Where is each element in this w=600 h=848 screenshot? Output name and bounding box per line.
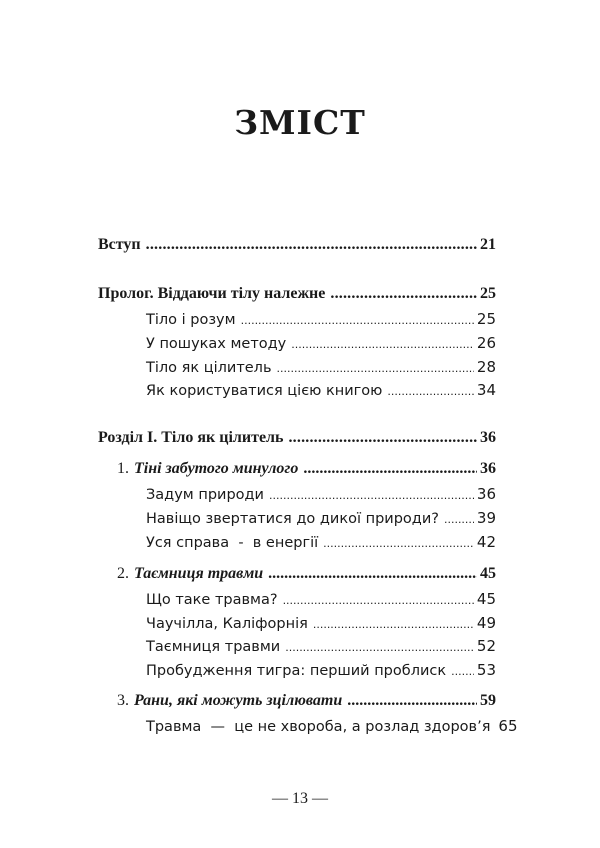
toc-subentry[interactable] — [146, 310, 496, 332]
toc-page-number: 39 — [476, 509, 496, 527]
chapter-number: 1. — [117, 460, 129, 477]
toc-entry-label: Задум природи — [146, 487, 264, 503]
toc-entry-label: Вступ — [98, 236, 141, 253]
toc-entry-chapter[interactable] — [117, 565, 496, 587]
dot-leader — [146, 236, 477, 254]
toc-entry-label: Пробудження тигра: перший проблиск — [146, 663, 447, 679]
toc-entry-label: Уся справа - в енергії — [146, 535, 319, 551]
toc-page-number: 53 — [476, 661, 496, 679]
toc-entry-chapter[interactable] — [117, 692, 496, 714]
dot-leader — [277, 362, 474, 375]
toc-page-number: 25 — [480, 285, 496, 302]
toc-page-number: 45 — [480, 565, 496, 582]
toc-page-number: 36 — [480, 429, 496, 446]
toc-page-number: 36 — [476, 485, 496, 503]
toc-entry-label: Рани, які можуть зцілювати — [134, 692, 343, 709]
dot-leader — [347, 692, 477, 710]
toc-entry-section[interactable] — [98, 429, 496, 451]
toc-subentry[interactable] — [146, 590, 496, 612]
toc-page-number: 65 — [498, 717, 518, 735]
chapter-number: 2. — [117, 565, 129, 582]
dot-leader — [303, 460, 477, 478]
toc-page-number: 34 — [476, 381, 496, 399]
toc-entry-label: Травма — це не хвороба, а розлад здоров’я — [146, 719, 491, 735]
toc-subentry[interactable] — [146, 717, 518, 739]
dot-leader — [283, 594, 474, 607]
toc-page-number: 36 — [480, 460, 496, 477]
toc-entry-prologue[interactable] — [98, 285, 496, 307]
toc-page-number: 52 — [476, 637, 496, 655]
toc-page-number: 25 — [476, 310, 496, 328]
page-title: ЗМІСТ — [234, 103, 366, 142]
toc-entry-chapter[interactable] — [117, 460, 496, 482]
toc-entry-label: Тіло і розум — [146, 312, 236, 328]
dot-leader — [330, 285, 477, 303]
toc-entry-label: Тіло як цілитель — [146, 360, 272, 376]
dot-leader — [285, 641, 474, 654]
toc-page-number: 42 — [476, 533, 496, 551]
dot-leader — [288, 429, 477, 447]
dot-leader — [269, 489, 474, 502]
toc-subentry[interactable] — [146, 334, 496, 356]
toc-entry-label: Пролог. Віддаючи тілу належне — [98, 285, 326, 302]
page-number-footer: — 13 — — [272, 790, 328, 807]
toc-page-number: 59 — [480, 692, 496, 709]
toc-entry-label: Таємниця травми — [146, 639, 281, 655]
toc-entry-label: Навіщо звертатися до дикої природи? — [146, 511, 439, 527]
toc-page-number: 45 — [476, 590, 496, 608]
toc-page-number: 49 — [476, 614, 496, 632]
dot-leader — [268, 565, 477, 583]
dot-leader — [241, 314, 474, 327]
toc-entry-label: Розділ І. Тіло як цілитель — [98, 429, 284, 446]
toc-entry-label: Що таке травма? — [146, 592, 278, 608]
toc-subentry[interactable] — [146, 381, 496, 403]
dot-leader — [451, 665, 474, 678]
toc-subentry[interactable] — [146, 533, 496, 555]
toc-entry-label: Чаучілла, Каліфорнія — [146, 616, 308, 632]
toc-subentry[interactable] — [146, 509, 496, 531]
toc-entry-label: Як користуватися цією книгою — [146, 383, 383, 399]
toc-subentry[interactable] — [146, 637, 496, 659]
toc-page-number: 21 — [480, 236, 496, 253]
toc-page-number: 26 — [476, 334, 496, 352]
chapter-number: 3. — [117, 692, 129, 709]
toc-subentry[interactable] — [146, 661, 496, 683]
toc-page-number: 28 — [476, 358, 496, 376]
toc-entry-intro[interactable] — [98, 236, 496, 258]
toc-subentry[interactable] — [146, 358, 496, 380]
toc-subentry[interactable] — [146, 614, 496, 636]
toc-subentry[interactable] — [146, 485, 496, 507]
toc-entry-label: Тіні забутого минулого — [134, 460, 299, 477]
dot-leader — [323, 537, 474, 550]
dot-leader — [387, 385, 474, 398]
dot-leader — [313, 618, 474, 631]
toc-entry-label: Таємниця травми — [134, 565, 264, 582]
toc-entry-label: У пошуках методу — [146, 336, 287, 352]
dot-leader — [291, 338, 474, 351]
dot-leader — [444, 513, 474, 526]
